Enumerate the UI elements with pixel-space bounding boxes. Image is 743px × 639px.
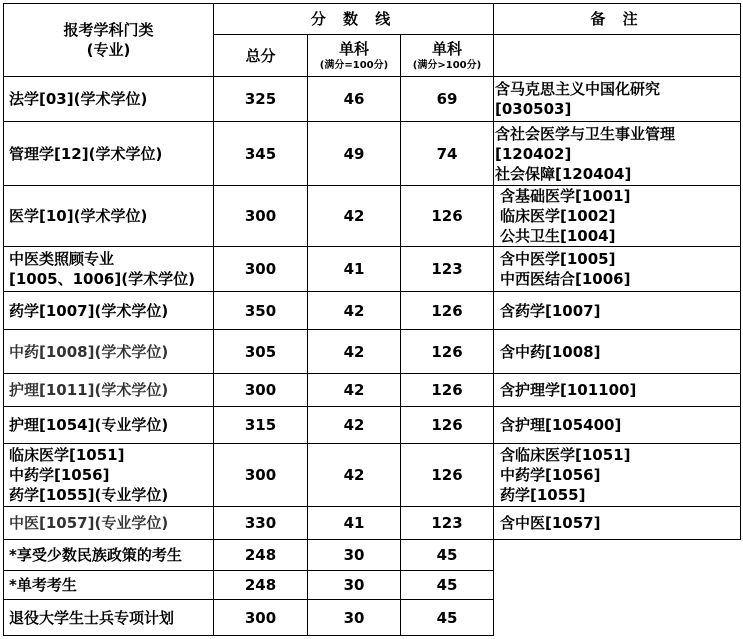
subject-text: 中药学[1056] <box>9 466 110 484</box>
total-header: 总分 <box>214 35 308 77</box>
remark-text: 临床医学[1002] <box>500 207 616 225</box>
remark-text: 含药学[1007] <box>500 301 601 320</box>
subject-cell <box>4 407 214 444</box>
remark-text: [120402] <box>495 144 572 163</box>
subject-cell <box>4 444 214 507</box>
subject-header <box>4 4 214 77</box>
remark-cell <box>494 444 741 507</box>
subject-cell <box>4 507 214 540</box>
remark-text: 社会保障[120404] <box>495 164 632 183</box>
single-100-cell: 42 <box>308 186 401 247</box>
remark-cell <box>494 77 741 122</box>
single-over-100-cell: 123 <box>401 247 494 292</box>
table-row <box>4 374 741 407</box>
subject-text: 退役大学生士兵专项计划 <box>9 608 175 627</box>
single-100-cell: 30 <box>308 600 401 636</box>
subject-cell <box>4 330 214 374</box>
single-over-100-header <box>401 35 494 77</box>
single-100-cell: 42 <box>308 374 401 407</box>
subject-cell <box>4 571 214 600</box>
subject-text: *单考考生 <box>9 576 77 594</box>
table-row <box>4 77 741 122</box>
remark-cell <box>494 330 741 374</box>
remark-text: 含中药[1008] <box>500 342 601 361</box>
total-cell: 300 <box>214 374 308 407</box>
remark-text: 含护理[105400] <box>500 416 622 434</box>
single-100-cell: 42 <box>308 292 401 330</box>
subject-text: 医学[10](学术学位) <box>9 207 148 225</box>
remark-cell <box>494 507 741 540</box>
table-row <box>4 444 741 507</box>
total-cell: 248 <box>214 540 308 571</box>
total-cell: 300 <box>214 186 308 247</box>
subject-cell <box>4 186 214 247</box>
subject-text: *享受少数民族政策的考生 <box>9 546 182 564</box>
single-100-cell: 41 <box>308 247 401 292</box>
subject-cell <box>4 122 214 186</box>
total-cell: 325 <box>214 77 308 122</box>
table-row <box>4 122 741 186</box>
subject-cell <box>4 600 214 636</box>
table-row <box>4 292 741 330</box>
total-cell: 248 <box>214 571 308 600</box>
total-cell: 350 <box>214 292 308 330</box>
single-over-100-cell: 126 <box>401 374 494 407</box>
table-row <box>4 407 741 444</box>
subject-text: 药学[1007](学术学位) <box>9 301 169 320</box>
header-row-1 <box>4 4 741 35</box>
remark-text: 含马克思主义中国化研究 <box>495 80 661 98</box>
single-100-cell: 42 <box>308 407 401 444</box>
remark-cell <box>494 292 741 330</box>
table-row <box>4 330 741 374</box>
score-table <box>3 3 741 636</box>
subject-text: 中医[1057](专业学位) <box>9 514 169 532</box>
single-100-cell: 42 <box>308 330 401 374</box>
single-over-100-cell: 126 <box>401 330 494 374</box>
single-100-header <box>308 35 401 77</box>
single-over-100-cell: 74 <box>401 122 494 186</box>
single-100-cell: 46 <box>308 77 401 122</box>
total-cell: 345 <box>214 122 308 186</box>
subject-text: 中药[1008](学术学位) <box>9 342 169 361</box>
subject-header-line-1: 报考学科门类 <box>63 21 154 39</box>
subject-text: 临床医学[1051] <box>9 446 125 464</box>
subject-header-line-2: (专业) <box>86 41 131 59</box>
single-100-label: 单科 <box>338 40 369 58</box>
subject-text: 中医类照顾专业 <box>9 250 115 268</box>
remark-text: [030503] <box>495 100 572 118</box>
remark-text: 含基础医学[1001] <box>500 187 631 205</box>
single-over-100-cell: 126 <box>401 186 494 247</box>
score-line-header: 分 数 线 <box>214 4 494 35</box>
remark-text: 含护理学[101100] <box>500 381 637 399</box>
table-row <box>4 247 741 292</box>
remark-cell <box>494 186 741 247</box>
total-cell: 300 <box>214 600 308 636</box>
table-row <box>4 507 741 540</box>
remark-text: 药学[1055] <box>500 486 586 504</box>
remark-subheader <box>494 35 741 77</box>
single-100-cell: 49 <box>308 122 401 186</box>
single-over-100-label: 单科 <box>432 40 463 58</box>
table-row <box>4 186 741 247</box>
total-cell: 305 <box>214 330 308 374</box>
single-100-cell: 41 <box>308 507 401 540</box>
remark-text: 含中医学[1005] <box>500 250 616 268</box>
single-over-100-cell: 126 <box>401 407 494 444</box>
single-100-sub: (满分=100分) <box>319 60 389 71</box>
remark-text: 含社会医学与卫生事业管理 <box>495 124 676 143</box>
total-cell: 330 <box>214 507 308 540</box>
remark-cell-empty <box>494 540 741 636</box>
subject-text: 药学[1055](专业学位) <box>9 486 169 504</box>
remark-text: 中西医结合[1006] <box>500 270 631 288</box>
single-over-100-cell: 69 <box>401 77 494 122</box>
single-over-100-cell: 45 <box>401 600 494 636</box>
remark-cell <box>494 122 741 186</box>
total-cell: 300 <box>214 444 308 507</box>
subject-cell <box>4 540 214 571</box>
subject-cell <box>4 292 214 330</box>
total-cell: 300 <box>214 247 308 292</box>
single-100-cell: 30 <box>308 571 401 600</box>
total-cell: 315 <box>214 407 308 444</box>
remark-cell <box>494 407 741 444</box>
table-row <box>4 540 741 571</box>
remark-header: 备 注 <box>494 4 741 35</box>
single-over-100-cell: 126 <box>401 444 494 507</box>
remark-text: 中药学[1056] <box>500 466 601 484</box>
remark-cell <box>494 247 741 292</box>
single-100-cell: 30 <box>308 540 401 571</box>
remark-cell <box>494 374 741 407</box>
remark-text: 公共卫生[1004] <box>500 227 616 245</box>
single-100-cell: 42 <box>308 444 401 507</box>
subject-text: 管理学[12](学术学位) <box>9 144 163 163</box>
subject-text: [1005、1006](学术学位) <box>9 270 195 288</box>
subject-cell <box>4 247 214 292</box>
remark-text: 含临床医学[1051] <box>500 446 631 464</box>
subject-cell <box>4 77 214 122</box>
subject-cell <box>4 374 214 407</box>
remark-text: 含中医[1057] <box>500 514 601 532</box>
single-over-100-sub: (满分>100分) <box>412 60 482 71</box>
single-over-100-cell: 123 <box>401 507 494 540</box>
single-over-100-cell: 45 <box>401 571 494 600</box>
single-over-100-cell: 45 <box>401 540 494 571</box>
single-over-100-cell: 126 <box>401 292 494 330</box>
subject-text: 护理[1011](学术学位) <box>9 381 169 399</box>
subject-text: 护理[1054](专业学位) <box>9 416 169 434</box>
subject-text: 法学[03](学术学位) <box>9 90 148 108</box>
